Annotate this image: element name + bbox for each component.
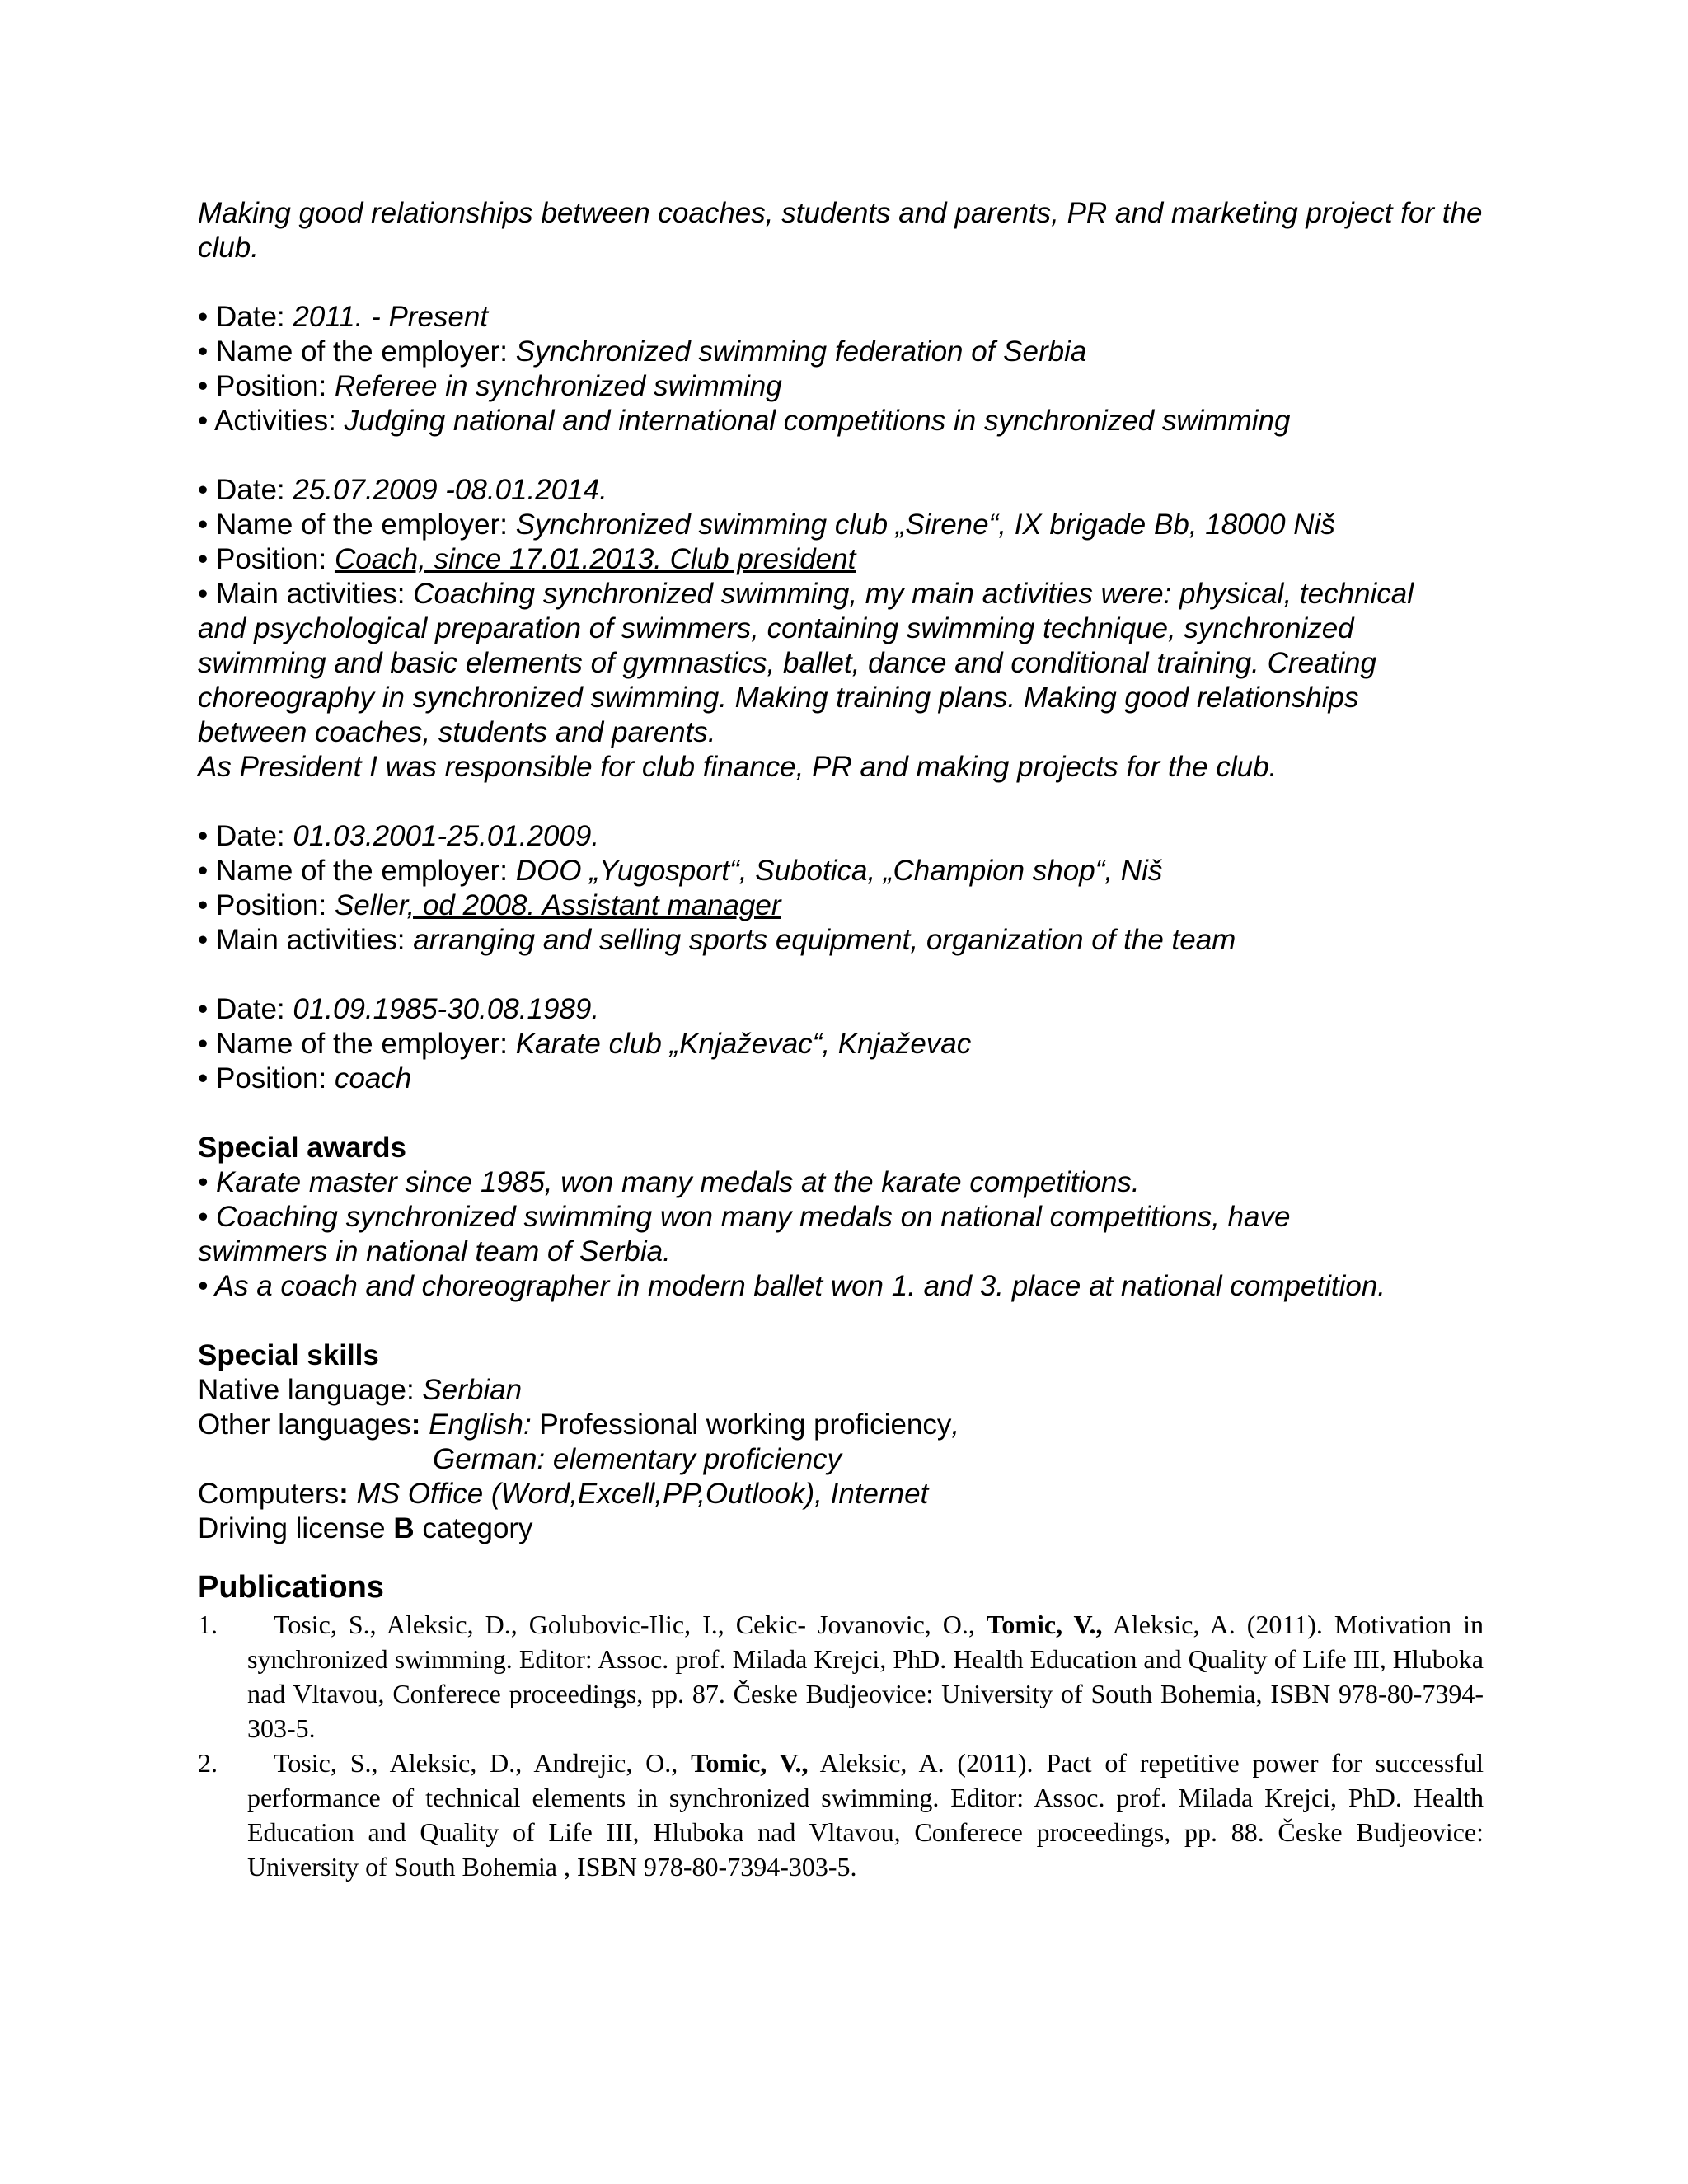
driving-license [198,1511,1484,1546]
label: Driving license [198,1512,394,1544]
job2-activities-line: swimming and basic elements of gymnastics, ballet, dance and conditional training. Creating [198,647,1376,679]
english-value: Professional working proficiency [531,1408,952,1441]
job3-activities [198,923,1484,958]
value: DOO „Yugosport“, Subotica, „Champion shop“, Niš [515,855,1163,887]
label: • Name of the employer: [198,1028,516,1060]
job3-date [198,819,1484,854]
other-languages [198,1408,1484,1442]
job4-employer [198,1027,1484,1062]
value: arranging and selling sports equipment, organization of the team [413,924,1236,956]
cv-page [198,196,1484,1884]
award-item: • Karate master since 1985, won many medals at the karate competitions. [198,1166,1140,1198]
label: • Position: [198,889,335,921]
publication-item [198,1607,1484,1746]
label: Native language: [198,1374,423,1406]
value: 01.09.1985-30.08.1989. [293,993,600,1025]
value: MS Office (Word,Excell,PP,Outlook), Internet [348,1478,929,1510]
label: • Main activities: [198,924,414,956]
spacer [198,958,1484,992]
spacer [198,785,1484,819]
colon: : [339,1478,349,1510]
spacer [198,1096,1484,1131]
publication-rest: Aleksic, A. (2011). Motivation in synchronized swimming. Editor: Assoc. prof. Milada Krejci, PhD. Health Education and Quality of Life III, Hluboka nad Vltavou, Conferece proceedings, pp. 87. Česke Budjeovice: University of South Bohemia, ISBN 978-80-7394-303-5. [247,1610,1484,1743]
job1-position [198,369,1484,404]
job2-activities-line: between coaches, students and parents. [198,716,716,748]
label: • Date: [198,474,293,506]
suffix: category [414,1512,533,1544]
job4-date [198,992,1484,1027]
colon: : [410,1408,421,1441]
publication-author-bold: Tomic, V., [691,1748,809,1778]
category: B [393,1512,415,1544]
label: • Date: [198,820,293,852]
value: 25.07.2009 -08.01.2014. [293,474,607,506]
intro-text: Making good relationships between coaches, students and parents, PR and marketing project for the club. [198,197,1483,264]
label: • Position: [198,1062,335,1094]
job2-president-note: As President I was responsible for club finance, PR and making projects for the club. [198,751,1278,783]
label: • Name of the employer: [198,855,516,887]
computers [198,1477,1484,1511]
label: • Date: [198,993,293,1025]
awards-heading: Special awards [198,1132,406,1164]
value: 2011. - Present [293,301,489,333]
publication-rest: Aleksic, A. (2011). Pact of repetitive power for successful performance of technical elements in synchronized swimming. Editor: Assoc. prof. Milada Krejci, PhD. Health Education and Quality of Life III, Hluboka nad Vltavou, Conferece proceedings, pp. 88. Česke Budjeovice: University of South Bohemia , ISBN 978-80-7394-303-5. [247,1748,1484,1882]
label: Computers [198,1478,340,1510]
publications-heading: Publications [198,1570,384,1605]
publication-author-bold: Tomic, V., [986,1610,1103,1639]
label: • Position: [198,370,335,402]
value: coach [334,1062,412,1094]
value: Synchronized swimming club „Sirene“, IX brigade Bb, 18000 Niš [515,509,1335,541]
label: • Main activities: [198,578,414,610]
value: Judging national and international competitions in synchronized swimming [344,405,1291,437]
job1-date [198,300,1484,335]
publication-item [198,1746,1484,1884]
value: Karate club „Knjaževac“, Knjaževac [515,1028,972,1060]
value: Serbian [422,1374,523,1406]
german-language: German: elementary proficiency [433,1443,842,1475]
label: • Name of the employer: [198,509,516,541]
value: Coach, since 17.01.2013. Club president [334,543,856,575]
publication-authors: Tosic, S., Aleksic, D., Andrejic, O., [274,1748,692,1778]
value: 01.03.2001-25.01.2009. [293,820,600,852]
publications-list [198,1607,1484,1884]
job2-activities-line: and psychological preparation of swimmers, containing swimming technique, synchronized [198,612,1354,644]
value: Seller [334,889,407,921]
award-item: • As a coach and choreographer in modern ballet won 1. and 3. place at national competition. [198,1270,1386,1302]
value: Referee in synchronized swimming [334,370,782,402]
job3-employer [198,854,1484,888]
job3-position [198,888,1484,923]
job2-activities-line: choreography in synchronized swimming. Making training plans. Making good relationships [198,682,1359,714]
publication-number: 1. [198,1610,218,1639]
job4-position [198,1062,1484,1096]
award-item-cont: swimmers in national team of Serbia. [198,1235,671,1268]
value-underlined: , od 2008. Assistant manager [406,889,781,921]
award-item: • Coaching synchronized swimming won many medals on national competitions, have [198,1201,1291,1233]
job1-employer [198,335,1484,369]
label: • Position: [198,543,335,575]
value: Synchronized swimming federation of Serbia [515,335,1087,368]
comma: , [951,1408,960,1441]
spacer [198,438,1484,473]
job2-employer [198,508,1484,542]
spacer [198,1304,1484,1338]
label: • Activities: [198,405,345,437]
job2-date [198,473,1484,508]
label: Other languages [198,1408,411,1441]
skills-heading: Special skills [198,1339,379,1371]
value: Coaching synchronized swimming, my main activities were: physical, technical [413,578,1414,610]
label: • Name of the employer: [198,335,516,368]
native-language [198,1373,1484,1408]
job1-activities [198,404,1484,438]
publication-authors: Tosic, S., Aleksic, D., Golubovic-Ilic, I., Cekic- Jovanovic, O., [274,1610,987,1639]
label: • Date: [198,301,293,333]
job2-position [198,542,1484,577]
spacer [198,265,1484,300]
english-label: English: [420,1408,532,1441]
publication-number: 2. [198,1748,218,1778]
job2-activities [198,577,1484,612]
